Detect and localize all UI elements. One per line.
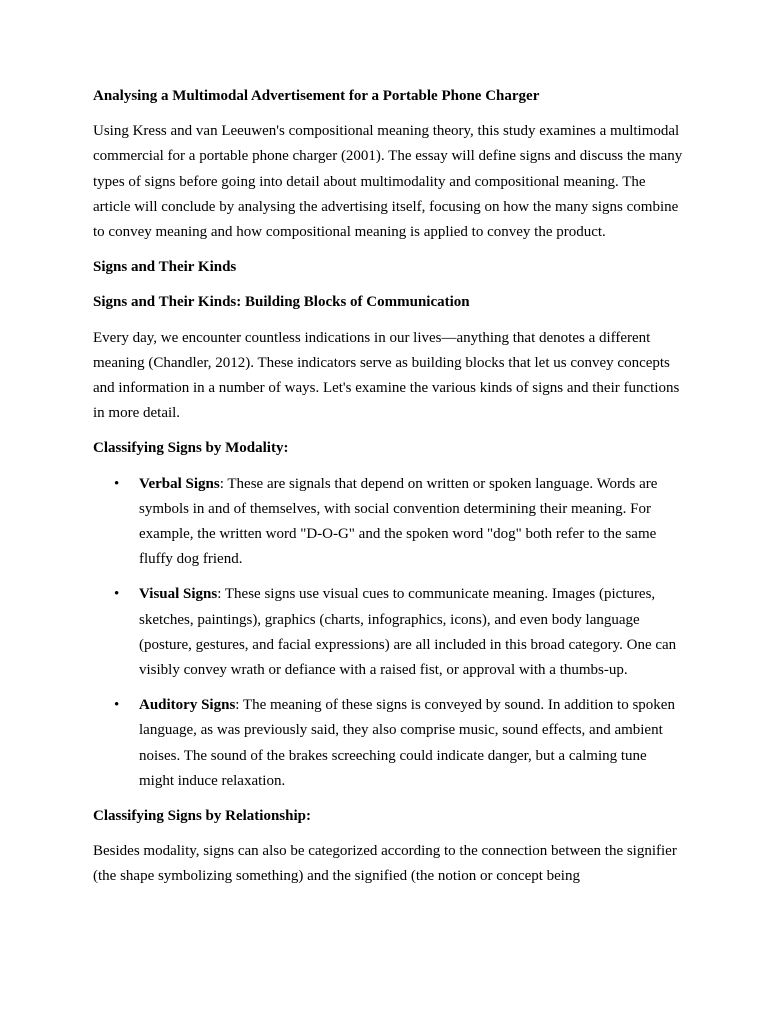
list-item-text: : These signs use visual cues to communicate meaning. Images (pictures, sketches, paintings), graphics (charts, infographics, icons), and even body language (posture, gestures, and facial expressions) are all included in this broad category. One can visibly convey wrath or defiance with a raised fist, or approval with a thumbs-up. xyxy=(139,586,677,679)
list-item-text: : The meaning of these signs is conveyed by sound. In addition to spoken language, as was previously said, they also comprise music, sound effects, and ambient noises. The sound of the brakes screeching could indicate danger, but a calming tune might induce relaxation. xyxy=(139,697,675,789)
relationship-heading: Classifying Signs by Relationship: xyxy=(93,808,311,825)
list-item-term: Auditory Signs xyxy=(139,697,236,714)
list-item-term: Verbal Signs xyxy=(139,475,220,492)
document-page xyxy=(93,84,683,900)
bullet-icon: • xyxy=(114,475,120,492)
list-item-text: : These are signals that depend on written or spoken language. Words are symbols in and of themselves, with social convention determining their meaning. For example, the written word "D-O-G" and the spoken word "dog" both refer to the same fluffy dog friend. xyxy=(139,475,658,568)
list-item-term: Visual Signs xyxy=(139,586,218,603)
section-heading-signs-kinds: Signs and Their Kinds xyxy=(93,259,237,276)
list-item-auditory-signs xyxy=(93,693,683,794)
list-item-visual-signs xyxy=(93,582,683,683)
intro-paragraph: Using Kress and van Leeuwen's compositional meaning theory, this study examines a multimodal commercial for a portable phone charger (2001). The essay will define signs and discuss the many types of signs before going into detail about multimodality and compositional meaning. The article will conclude by analysing the advertising itself, focusing on how the many signs combine to convey meaning and how compositional meaning is applied to convey the product. xyxy=(93,123,683,241)
bullet-icon: • xyxy=(114,586,120,603)
modality-heading: Classifying Signs by Modality: xyxy=(93,440,289,457)
section-heading-building-blocks: Signs and Their Kinds: Building Blocks of Communication xyxy=(93,294,470,311)
modality-list xyxy=(93,472,683,794)
building-blocks-paragraph: Every day, we encounter countless indications in our lives—anything that denotes a different meaning (Chandler, 2012). These indicators serve as building blocks that let us convey concepts and information in a number of ways. Let's examine the various kinds of signs and their functions in more detail. xyxy=(93,329,680,422)
bullet-icon: • xyxy=(114,697,120,714)
list-item-verbal-signs xyxy=(93,472,683,573)
document-title: Analysing a Multimodal Advertisement for a Portable Phone Charger xyxy=(93,88,540,104)
relationship-paragraph: Besides modality, signs can also be categorized according to the connection between the signifier (the shape symbolizing something) and the signified (the notion or concept being xyxy=(93,843,677,885)
